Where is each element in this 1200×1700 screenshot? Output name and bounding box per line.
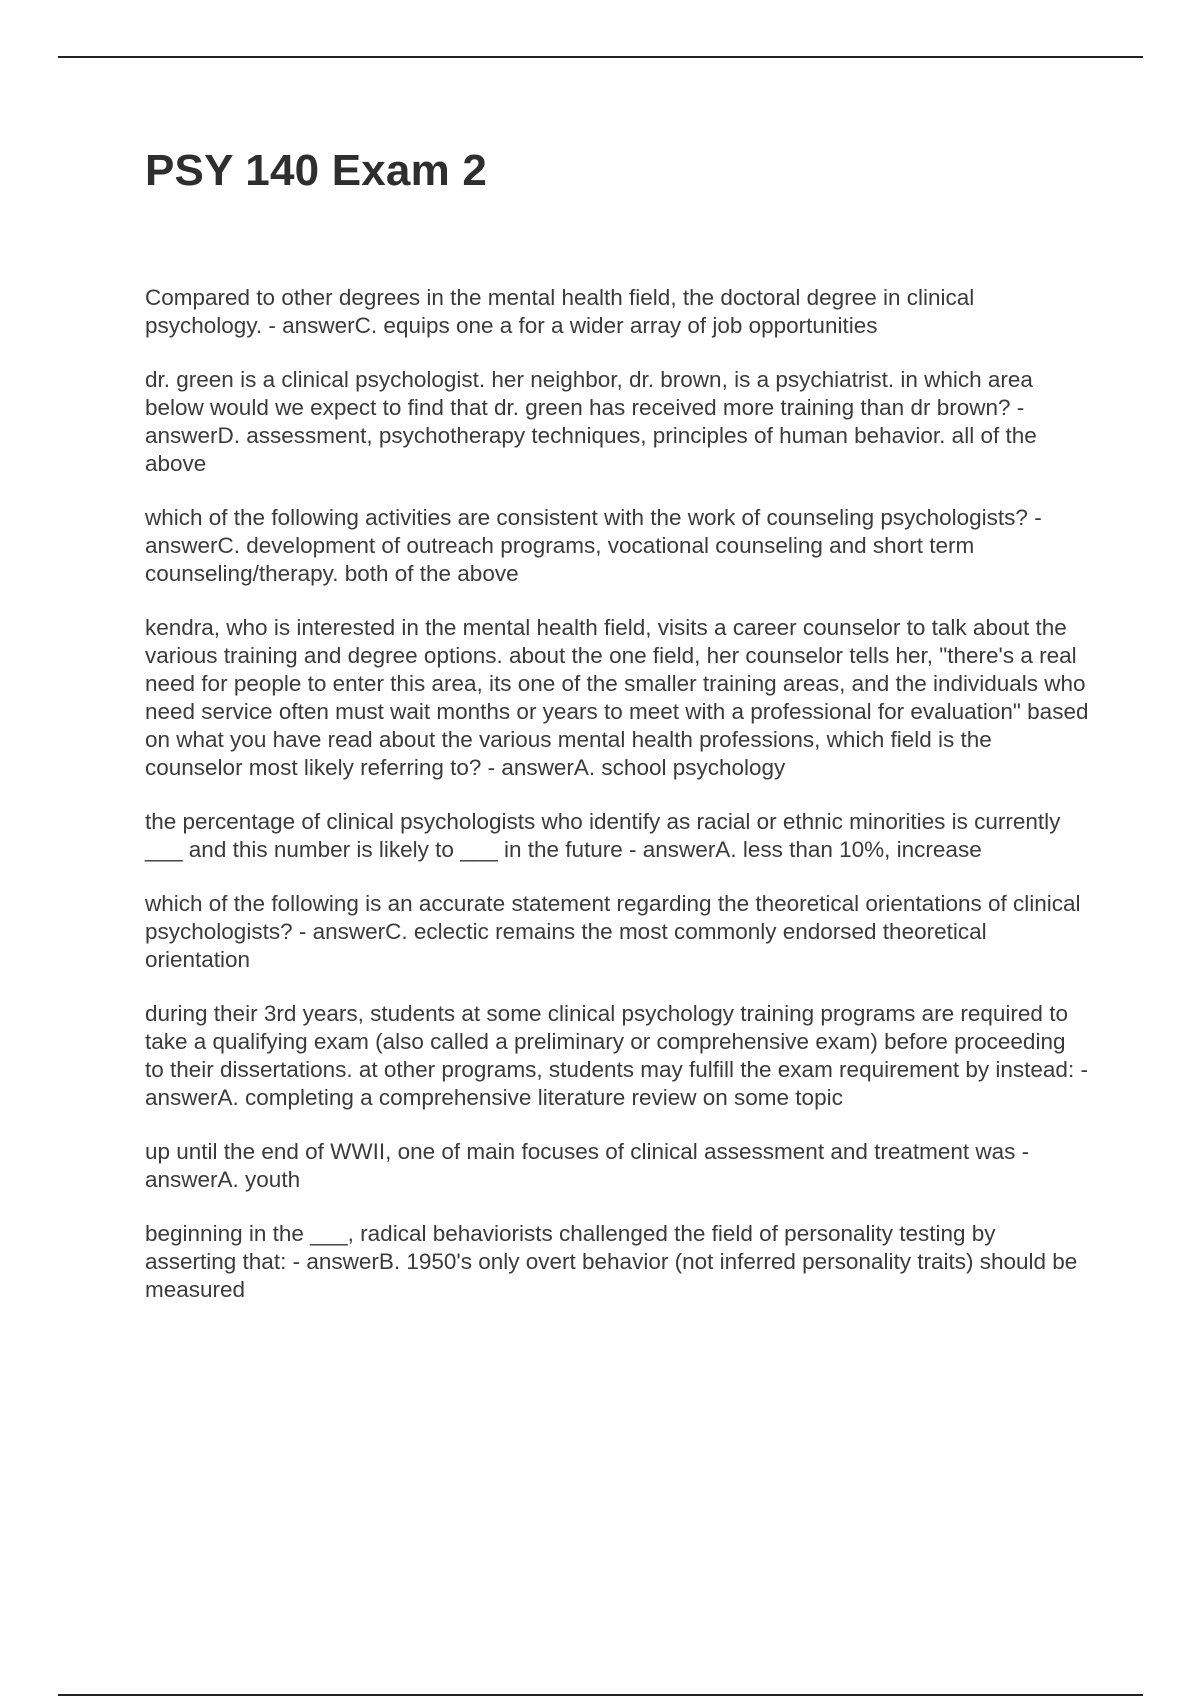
qa-item-6: which of the following is an accurate statement regarding the theoretical orientations of clinical psychologists? - answerC. eclectic remains the most commonly endorsed theoretical orientation: [145, 891, 1081, 972]
question-answer-list: [145, 284, 1090, 1330]
qa-item-9: beginning in the ___, radical behaviorists challenged the field of personality testing by asserting that: - answerB. 1950's only overt behavior (not inferred personality traits) should be measured: [145, 1221, 1078, 1302]
page-title: PSY 140 Exam 2: [145, 146, 488, 195]
qa-item-7: during their 3rd years, students at some clinical psychology training programs are required to take a qualifying exam (also called a preliminary or comprehensive exam) before proceeding to their dissertations. at other programs, students may fulfill the exam requirement by instead: - answerA. completing a comprehensive literature review on some topic: [145, 1001, 1088, 1110]
bottom-divider: [58, 1694, 1143, 1696]
qa-item-4: kendra, who is interested in the mental health field, visits a career counselor to talk about the various training and degree options. about the one field, her counselor tells her, "there's a real need for people to enter this area, its one of the smaller training areas, and the individuals who need service often must wait months or years to meet with a professional for evaluation" based on what you have read about the various mental health professions, which field is the counselor most likely referring to? - answerA. school psychology: [145, 615, 1089, 780]
qa-item-1: Compared to other degrees in the mental health field, the doctoral degree in clinical psychology. - answerC. equips one a for a wider array of job opportunities: [145, 285, 975, 338]
qa-item-2: dr. green is a clinical psychologist. her neighbor, dr. brown, is a psychiatrist. in which area below would we expect to find that dr. green has received more training than dr brown? - answerD. assessment, psychotherapy techniques, principles of human behavior. all of the above: [145, 367, 1037, 476]
qa-item-5: the percentage of clinical psychologists who identify as racial or ethnic minorities is currently ___ and this number is likely to ___ in the future - answerA. less than 10%, increase: [145, 809, 1061, 862]
qa-item-3: which of the following activities are consistent with the work of counseling psychologists? - answerC. development of outreach programs, vocational counseling and short term counseling/therapy. both of the above: [145, 505, 1042, 586]
top-divider: [58, 56, 1143, 58]
qa-item-8: up until the end of WWII, one of main focuses of clinical assessment and treatment was - answerA. youth: [145, 1139, 1030, 1192]
